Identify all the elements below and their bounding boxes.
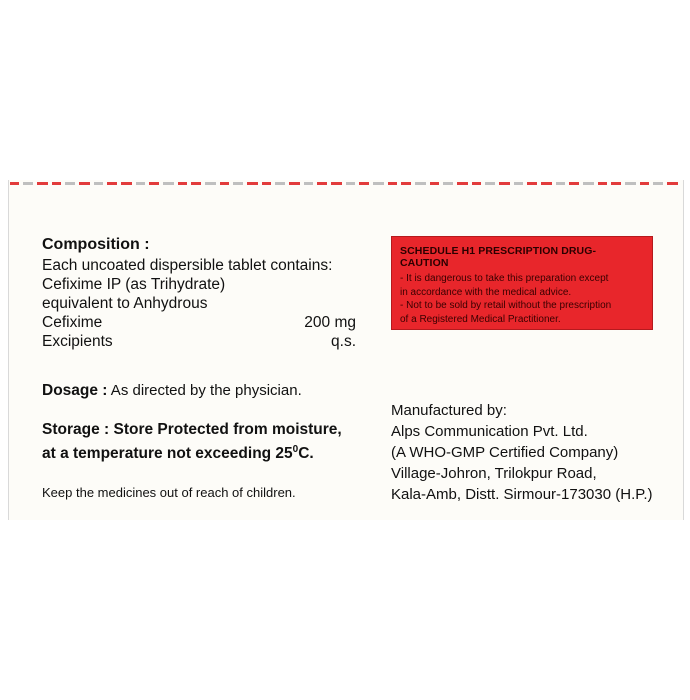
perforation-dash bbox=[653, 182, 663, 185]
perforation-dash bbox=[262, 182, 271, 185]
perforation-dash bbox=[37, 182, 48, 185]
perforation-dash bbox=[23, 182, 33, 185]
keep-away-warning: Keep the medicines out of reach of children. bbox=[42, 485, 296, 500]
ingredient-amount: 200 mg bbox=[304, 314, 356, 331]
perforation-dash bbox=[388, 182, 397, 185]
storage-line-2 bbox=[42, 440, 342, 464]
caution-line: - Not to be sold by retail without the prescription bbox=[400, 300, 612, 311]
perforation-dash bbox=[359, 182, 369, 185]
perforation-dash bbox=[346, 182, 355, 185]
perforation-dash bbox=[514, 182, 523, 185]
perforation-dash bbox=[136, 182, 145, 185]
perforation-dashes bbox=[8, 179, 682, 189]
perforation-dash bbox=[443, 182, 453, 185]
composition-line-1: Each uncoated dispersible tablet contains: bbox=[42, 257, 333, 274]
perforation-dash bbox=[640, 182, 649, 185]
perforation-dash bbox=[499, 182, 510, 185]
dosage-text: As directed by the physician. bbox=[107, 382, 302, 399]
composition-line-3: equivalent to Anhydrous bbox=[42, 295, 208, 312]
perforation-dash bbox=[107, 182, 117, 185]
perforation-dash bbox=[220, 182, 229, 185]
perforation-dash bbox=[472, 182, 481, 185]
perforation-dash bbox=[205, 182, 216, 185]
caution-line: in accordance with the medical advice. bbox=[400, 286, 572, 298]
storage-unit: C. bbox=[298, 445, 314, 463]
perforation-dash bbox=[625, 182, 636, 185]
storage-line-1: Storage : Store Protected from moisture, bbox=[42, 421, 342, 438]
perforation-dash bbox=[611, 182, 621, 185]
manufacturer-line: Manufactured by: bbox=[391, 402, 507, 419]
perforation-dash bbox=[178, 182, 187, 185]
perforation-dash bbox=[317, 182, 327, 185]
composition-section bbox=[42, 236, 372, 351]
perforation-dash bbox=[541, 182, 552, 185]
perforation-dash bbox=[415, 182, 426, 185]
ingredient-amount: q.s. bbox=[331, 333, 356, 350]
perforation-dash bbox=[457, 182, 468, 185]
perforation-dash bbox=[94, 182, 103, 185]
perforation-dash bbox=[583, 182, 594, 185]
perforation-dash bbox=[65, 182, 75, 185]
perforation-dash bbox=[401, 182, 411, 185]
dosage-line bbox=[42, 382, 302, 400]
storage-line-2-text: at a temperature not exceeding 25 bbox=[42, 445, 293, 463]
manufacturer-line: Village-Johron, Trilokpur Road, bbox=[391, 465, 597, 482]
perforation-dash bbox=[598, 182, 607, 185]
perforation-dash bbox=[247, 182, 258, 185]
manufacturer-line: Alps Communication Pvt. Ltd. bbox=[391, 423, 588, 440]
ingredient-name: Cefixime bbox=[42, 314, 103, 331]
degree-superscript: 0 bbox=[292, 444, 299, 455]
caution-line: - It is dangerous to take this preparation except bbox=[400, 273, 609, 284]
schedule-h1-caution-box bbox=[391, 236, 653, 330]
composition-title: Composition : bbox=[42, 236, 150, 253]
perforation-dash bbox=[331, 182, 342, 185]
composition-row-cefixime bbox=[42, 313, 356, 332]
ingredient-name: Excipients bbox=[42, 333, 113, 350]
caution-title: SCHEDULE H1 PRESCRIPTION DRUG-CAUTION bbox=[400, 245, 597, 269]
perforation-strip bbox=[8, 179, 682, 189]
composition-line-2: Cefixime IP (as Trihydrate) bbox=[42, 276, 226, 293]
perforation-dash bbox=[527, 182, 537, 185]
perforation-dash bbox=[304, 182, 313, 185]
perforation-dash bbox=[79, 182, 90, 185]
dosage-label: Dosage : bbox=[42, 382, 108, 399]
perforation-dash bbox=[430, 182, 439, 185]
perforation-dash bbox=[556, 182, 565, 185]
manufacturer-section bbox=[391, 400, 652, 505]
manufacturer-line: (A WHO-GMP Certified Company) bbox=[391, 444, 619, 461]
perforation-dash bbox=[667, 182, 678, 185]
perforation-dash bbox=[191, 182, 201, 185]
manufacturer-line: Kala-Amb, Distt. Sirmour-173030 (H.P.) bbox=[391, 486, 653, 503]
perforation-dash bbox=[233, 182, 243, 185]
perforation-dash bbox=[121, 182, 132, 185]
caution-line: of a Registered Medical Practitioner. bbox=[400, 313, 561, 325]
perforation-dash bbox=[373, 182, 384, 185]
perforation-dash bbox=[149, 182, 159, 185]
perforation-dash bbox=[569, 182, 579, 185]
perforation-dash bbox=[52, 182, 61, 185]
composition-row-excipients bbox=[42, 332, 356, 351]
perforation-dash bbox=[163, 182, 174, 185]
perforation-dash bbox=[275, 182, 285, 185]
perforation-dash bbox=[485, 182, 495, 185]
perforation-dash bbox=[10, 182, 19, 185]
perforation-dash bbox=[289, 182, 300, 185]
storage-section bbox=[42, 420, 342, 464]
